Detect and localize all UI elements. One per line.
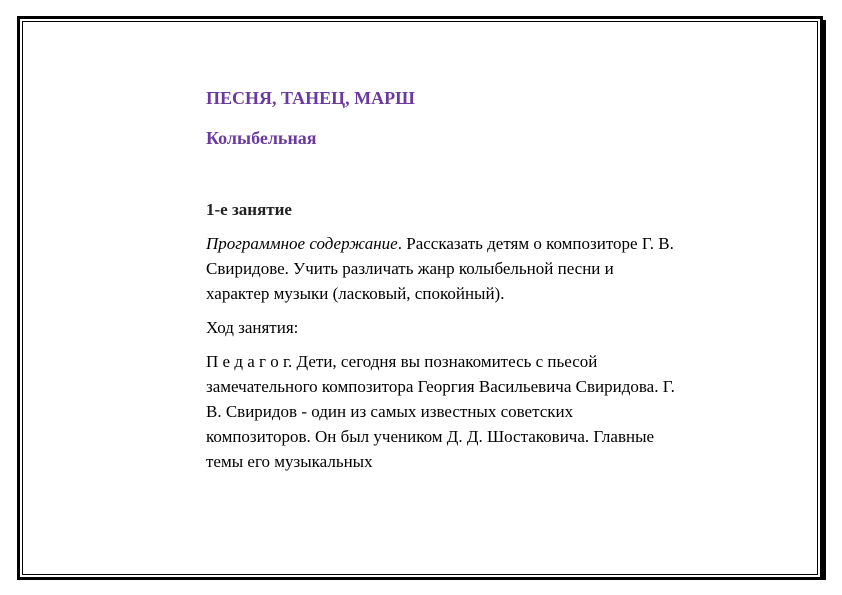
frame-shadow-right bbox=[823, 20, 826, 580]
document-content bbox=[206, 86, 676, 474]
teacher-speech-paragraph: П е д а г о г. Дети, сегодня вы познакомитесь с пьесой замечательного композитора Георгия Васильевича Свиридова. Г. В. Свиридов - один из самых известных советских композиторов. Он был учеником Д. Д. Шостаковича. Главные темы его музыкальных bbox=[206, 352, 675, 471]
document-subtitle: Колыбельная bbox=[206, 128, 317, 148]
program-text: . Рассказать детям о композиторе Г. В. Свиридове. Учить различать жанр колыбельной песни и характер музыки (ласковый, спокойный). bbox=[206, 234, 674, 303]
document-title: ПЕСНЯ, ТАНЕЦ, МАРШ bbox=[206, 88, 415, 108]
program-label: Программное содержание bbox=[206, 234, 398, 253]
program-paragraph bbox=[206, 231, 676, 306]
lesson-flow-label: Ход занятия: bbox=[206, 318, 299, 337]
lesson-heading: 1-е занятие bbox=[206, 200, 292, 219]
